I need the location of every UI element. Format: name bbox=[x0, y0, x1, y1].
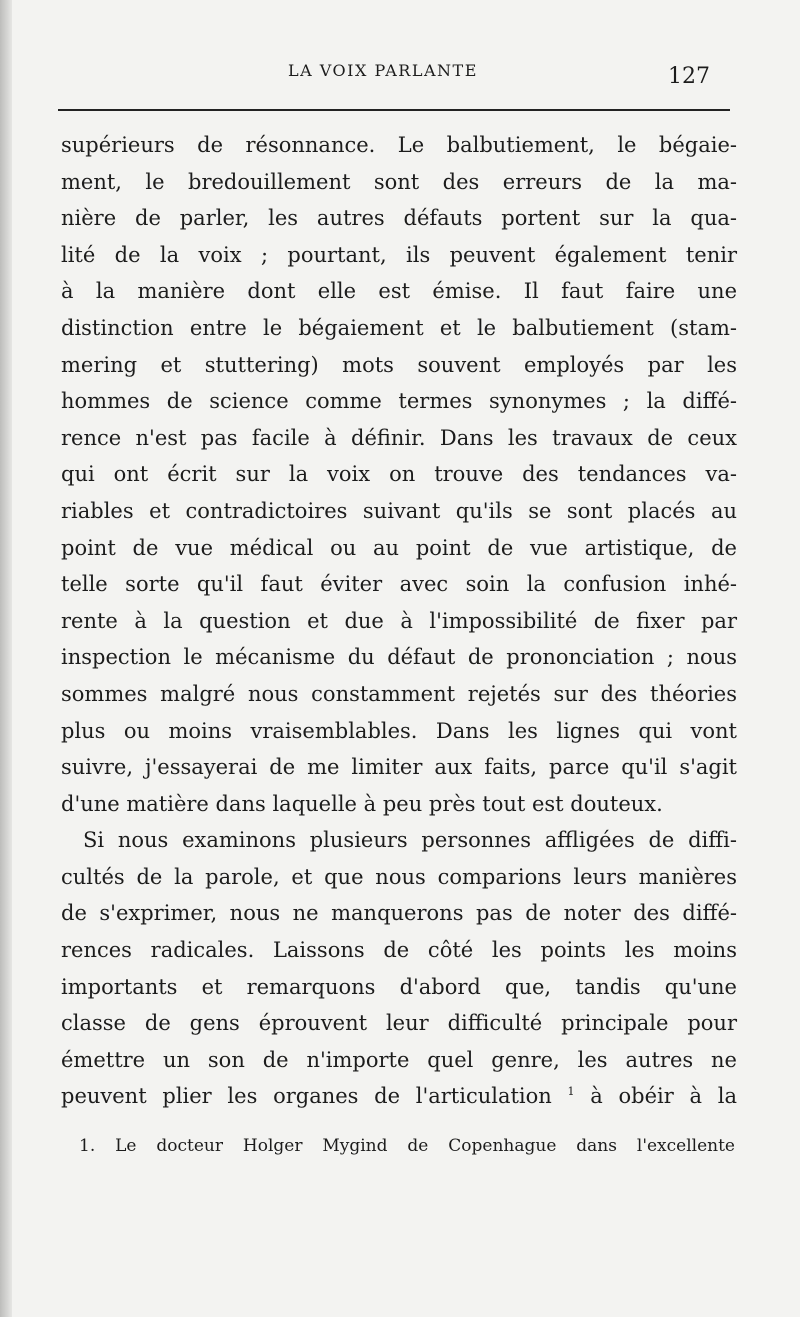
text-line: distinction entre le bégaiement et le balbutiement (stam- bbox=[61, 315, 737, 340]
text-line: rence n'est pas facile à définir. Dans les travaux de ceux bbox=[61, 425, 737, 450]
text-line: émettre un son de n'importe quel genre, les autres ne bbox=[61, 1047, 737, 1072]
header-rule bbox=[58, 109, 730, 111]
text-fragment: peuvent plier les organes de l'articulation bbox=[61, 1084, 552, 1109]
text-line: importants et remarquons d'abord que, tandis qu'une bbox=[61, 974, 737, 999]
text-line: d'une matière dans laquelle à peu près tout est douteux. bbox=[61, 791, 663, 816]
text-line: cultés de la parole, et que nous comparions leurs manières bbox=[61, 864, 737, 889]
text-line-paragraph-start: Si nous examinons plusieurs personnes affligées de diffi- bbox=[83, 828, 737, 853]
text-line: telle sorte qu'il faut éviter avec soin la confusion inhé- bbox=[61, 572, 737, 597]
body-text bbox=[61, 127, 737, 1115]
text-line: point de vue médical ou au point de vue artistique, de bbox=[61, 535, 737, 560]
text-line: supérieurs de résonnance. Le balbutiement, le bégaie- bbox=[61, 133, 737, 157]
text-line: rences radicales. Laissons de côté les points les moins bbox=[61, 938, 737, 963]
text-line-with-note-ref bbox=[61, 1078, 737, 1115]
text-line: à la manière dont elle est émise. Il faut faire une bbox=[61, 279, 737, 304]
page-shadow-edge bbox=[0, 0, 12, 1317]
text-fragment: à obéir à la bbox=[590, 1084, 737, 1109]
text-line: mering et stuttering) mots souvent employés par les bbox=[61, 352, 737, 377]
text-line: plus ou moins vraisemblables. Dans les lignes qui vont bbox=[61, 718, 737, 743]
running-title: LA VOIX PARLANTE bbox=[288, 61, 478, 80]
text-line: qui ont écrit sur la voix on trouve des tendances va- bbox=[61, 462, 737, 487]
text-line: de s'exprimer, nous ne manquerons pas de noter des diffé- bbox=[61, 901, 737, 926]
text-line: rente à la question et due à l'impossibilité de fixer par bbox=[61, 608, 737, 633]
text-line: sommes malgré nous constamment rejetés sur des théories bbox=[61, 681, 737, 706]
page-number: 127 bbox=[668, 64, 710, 89]
text-line: nière de parler, les autres défauts portent sur la qua- bbox=[61, 206, 737, 231]
text-line: classe de gens éprouvent leur difficulté principale pour bbox=[61, 1011, 737, 1036]
text-line: lité de la voix ; pourtant, ils peuvent également tenir bbox=[61, 242, 737, 267]
text-line: riables et contradictoires suivant qu'ils se sont placés au bbox=[61, 498, 737, 523]
text-line: hommes de science comme termes synonymes ; la diffé- bbox=[61, 389, 737, 414]
text-line: ment, le bredouillement sont des erreurs de la ma- bbox=[61, 169, 737, 194]
text-line: inspection le mécanisme du défaut de prononciation ; nous bbox=[61, 645, 737, 670]
footnote: 1. Le docteur Holger Mygind de Copenhague dans l'excellente bbox=[79, 1136, 735, 1156]
text-line: suivre, j'essayerai de me limiter aux faits, parce qu'il s'agit bbox=[61, 755, 737, 780]
footnote-marker: 1 bbox=[567, 1085, 575, 1099]
